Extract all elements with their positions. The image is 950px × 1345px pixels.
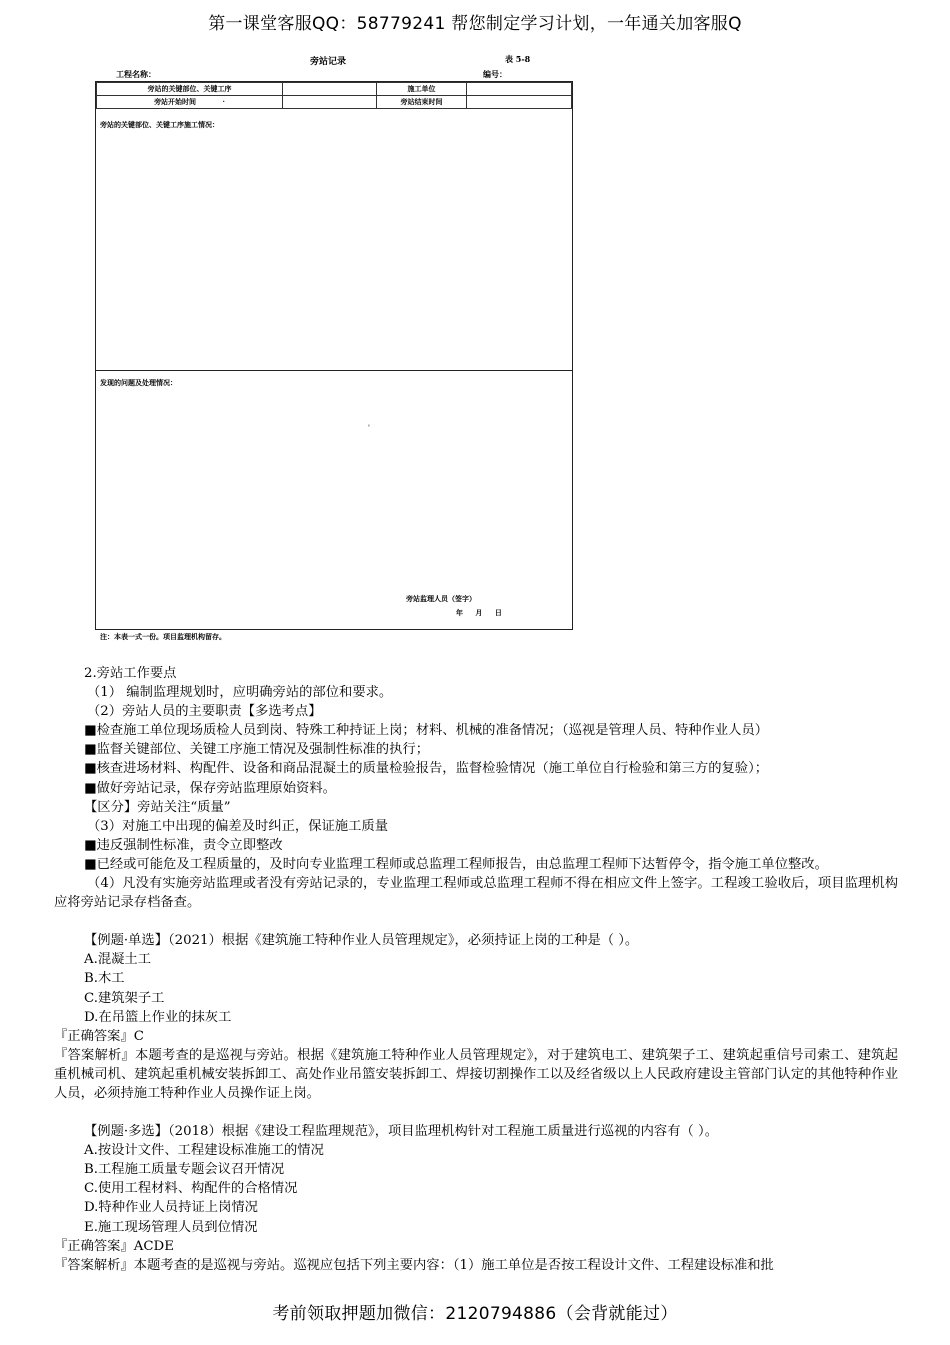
spacer: [54, 912, 898, 931]
supervisor-signature-label: 旁站监理人员（签字）: [406, 594, 476, 603]
form-serial-label: 编号：: [483, 69, 507, 79]
body-item: （3）对施工中出现的偏差及时纠正，保证施工质量: [87, 818, 388, 834]
end-time-value: [467, 96, 572, 109]
form-note: 注：本表一式一份。项目监理机构留存。: [100, 632, 226, 641]
answer-analysis: 『答案解析』本题考查的是巡视与旁站。巡视应包括下列主要内容：（1）施工单位是否按工程设计文件、工程建设标准和批: [54, 1257, 774, 1273]
form-header-row: [97, 83, 572, 96]
question-option: D.在吊篮上作业的抹灰工: [84, 1009, 232, 1025]
body-item: （4）凡没有实施旁站监理或者没有旁站记录的，专业监理工程师或总监理工程师不得在相应文件上签字。工程竣工验收后，项目监理机构应将旁站记录存档备查。: [54, 876, 898, 911]
question-stem: 【例题·多选】（2018）根据《建设工程监理规范》，项目监理机构针对工程施工质量进行巡视的内容有（ ）。: [84, 1124, 718, 1140]
question-option: B.木工: [84, 971, 125, 987]
question-option: A.按设计文件、工程建设标准施工的情况: [84, 1143, 324, 1159]
question-stem: 【例题·单选】（2021）根据《建筑施工特种作业人员管理规定》，必须持证上岗的工种是（ ）。: [84, 933, 639, 949]
question-option: D.特种作业人员持证上岗情况: [84, 1200, 258, 1216]
section-divider: [96, 370, 572, 371]
header-banner: 第一课堂客服QQ：58779241 帮您制定学习计划，一年通关加客服Q: [208, 14, 742, 34]
body-item: （2）旁站人员的主要职责【多选考点】: [87, 704, 322, 720]
question-option: C.建筑架子工: [84, 990, 165, 1006]
form-header-row: [97, 96, 572, 109]
problems-label: 发现的问题及处理情况：: [100, 378, 177, 387]
correct-answer: 『正确答案』C: [54, 1028, 144, 1044]
body-bullet: ■检查施工单位现场质检人员到岗、特殊工种持证上岗；材料、机械的准备情况；（巡视是管理人员、特种作业人员）: [84, 723, 769, 739]
section-title: 2.旁站工作要点: [84, 666, 177, 681]
start-time-value: [283, 96, 377, 109]
body-item: （1） 编制监理规划时，应明确旁站的部位和要求。: [87, 685, 393, 701]
key-part-value: [283, 83, 377, 96]
form-title: 旁站记录: [310, 57, 347, 67]
bystanding-record-form: [88, 48, 588, 648]
start-time-label: 旁站开始时间: [154, 97, 197, 106]
body-bullet: ■核查进场材料、构配件、设备和商品混凝土的质量检验报告，监督检验情况（施工单位自行检验和第三方的复验）；: [84, 761, 769, 777]
form-project-name-label: 工程名称：: [116, 69, 156, 79]
construction-unit-label: 施工单位: [377, 83, 467, 96]
body-content: [54, 664, 898, 1275]
question-option: A.混凝土工: [84, 952, 152, 968]
body-bullet: ■违反强制性标准，责令立即整改: [84, 837, 283, 853]
end-time-label: 旁站结束时间: [377, 96, 467, 109]
question-option: C.使用工程材料、构配件的合格情况: [84, 1181, 298, 1197]
scan-mark: ': [368, 424, 370, 432]
construction-unit-value: [467, 83, 572, 96]
question-option: E.施工现场管理人员到位情况: [84, 1219, 258, 1235]
form-box: [95, 81, 573, 630]
answer-analysis: 『答案解析』本题考查的是巡视与旁站。根据《建筑施工特种作业人员管理规定》，对于建筑电工、建筑架子工、建筑起重信号司索工、建筑起重机械司机、建筑起重机械安装拆卸工、高处作业吊篮安装拆卸工、焊接切割操作工以及经省级以上人民政府建设主管部门认定的其他特种作业人员，必须持施工特种作业人员操作证上岗。: [54, 1047, 898, 1101]
question-option: B.工程施工质量专题会议召开情况: [84, 1162, 285, 1178]
body-bullet: ■已经或可能危及工程质量的，及时向专业监理工程师或总监理工程师报告，由总监理工程师下达暂停令，指令施工单位整改。: [84, 856, 828, 872]
correct-answer: 『正确答案』ACDE: [54, 1238, 174, 1254]
form-header-table: [96, 82, 572, 109]
distinction-note: 【区分】旁站关注“质量”: [84, 799, 231, 815]
signature-date-label: 年 月 日: [456, 608, 502, 617]
body-bullet: ■监督关键部位、关键工序施工情况及强制性标准的执行；: [84, 742, 429, 758]
construction-status-label: 旁站的关键部位、关键工序施工情况：: [100, 120, 219, 129]
start-time-cell: [97, 96, 283, 109]
body-bullet: ■做好旁站记录，保存旁站监理原始资料。: [84, 780, 336, 796]
spacer: [54, 1103, 898, 1122]
footer-banner: 考前领取押题加微信：2120794886（会背就能过）: [272, 1304, 678, 1324]
key-part-label: 旁站的关键部位、关键工序: [97, 83, 283, 96]
form-table-number: 表 5-8: [505, 54, 531, 64]
start-time-mark: ·: [222, 97, 225, 106]
